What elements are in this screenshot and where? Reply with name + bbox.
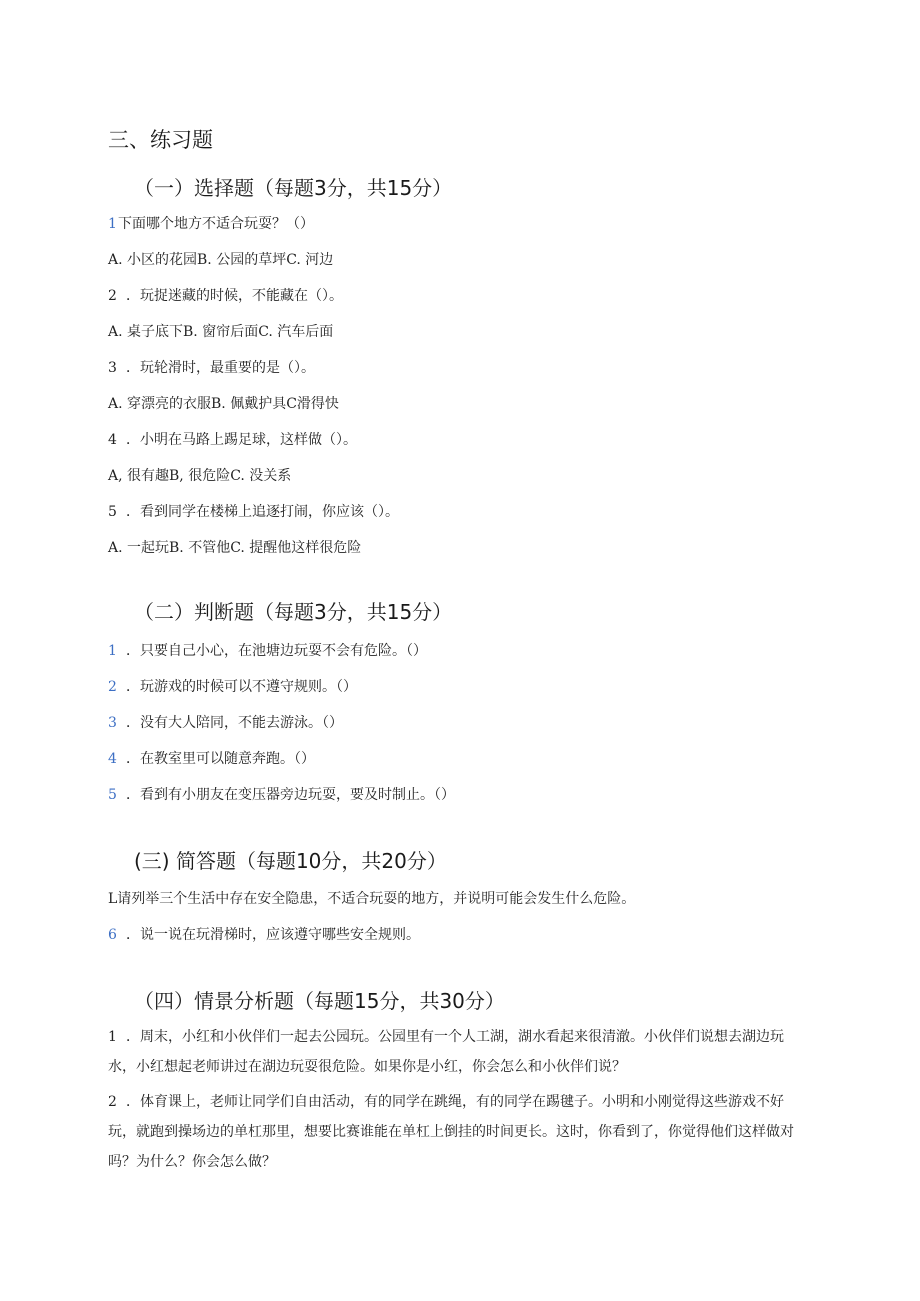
- section4-title: （四）情景分析题（每题15分，共30分）: [134, 989, 505, 1013]
- scenario-item: 2 ．体育课上，老师让同学们自由活动，有的同学在跳绳，有的同学在踢毽子。小明和小刚觉得这些游戏不好玩，就跑到操场边的单杠那里，想要比赛谁能在单杠上倒挂的时间更长。这时，你看到了，你觉得他们这样做对吗？为什么？你会怎么做？: [108, 1094, 794, 1170]
- options-line: A. 桌子底下B. 窗帘后面C. 汽车后面: [108, 324, 334, 340]
- options-line: A. 一起玩B. 不管他C. 提醒他这样很危险: [108, 540, 362, 556]
- question-line: 5 ．看到同学在楼梯上追逐打闹，你应该（）。: [108, 504, 399, 520]
- section3-title: (三) 简答题（每题10分，共20分）: [134, 849, 447, 873]
- options-line: A. 小区的花园B. 公园的草坪C. 河边: [108, 252, 334, 268]
- judgement-item: 5 ．看到有小朋友在变压器旁边玩耍，要及时制止。（）: [108, 787, 455, 803]
- short-answer-item: 6 ．说一说在玩滑梯时，应该遵守哪些安全规则。: [108, 927, 420, 943]
- question-line: 3 ．玩轮滑时，最重要的是（）。: [108, 360, 315, 376]
- judgement-item: 2 ．玩游戏的时候可以不遵守规则。（）: [108, 679, 357, 695]
- question-line: 4 ．小明在马路上踢足球，这样做（）。: [108, 432, 357, 448]
- question-line: 1下面哪个地方不适合玩耍？（）: [108, 216, 314, 232]
- question-line: 2 ．玩捉迷藏的时候，不能藏在（）。: [108, 288, 343, 304]
- judgement-item: 3 ．没有大人陪同，不能去游泳。（）: [108, 715, 343, 731]
- judgement-item: 4 ．在教室里可以随意奔跑。（）: [108, 751, 315, 767]
- options-line: A, 很有趣B, 很危险C. 没关系: [108, 468, 292, 484]
- scenario-item: 1 ．周末，小红和小伙伴们一起去公园玩。公园里有一个人工湖，湖水看起来很清澈。小伙伴们说想去湖边玩水，小红想起老师讲过在湖边玩耍很危险。如果你是小红，你会怎么和小伙伴们说？: [108, 1029, 784, 1075]
- section2-title: （二）判断题（每题3分，共15分）: [134, 600, 453, 624]
- options-line: A. 穿漂亮的衣服B. 佩戴护具C滑得快: [108, 396, 339, 412]
- main-title: 三、练习题: [108, 128, 213, 152]
- judgement-item: 1 ．只要自己小心，在池塘边玩耍不会有危险。（）: [108, 643, 427, 659]
- short-answer-item: L请列举三个生活中存在安全隐患，不适合玩耍的地方，并说明可能会发生什么危险。: [108, 891, 636, 907]
- section1-title: （一）选择题（每题3分，共15分）: [134, 176, 453, 200]
